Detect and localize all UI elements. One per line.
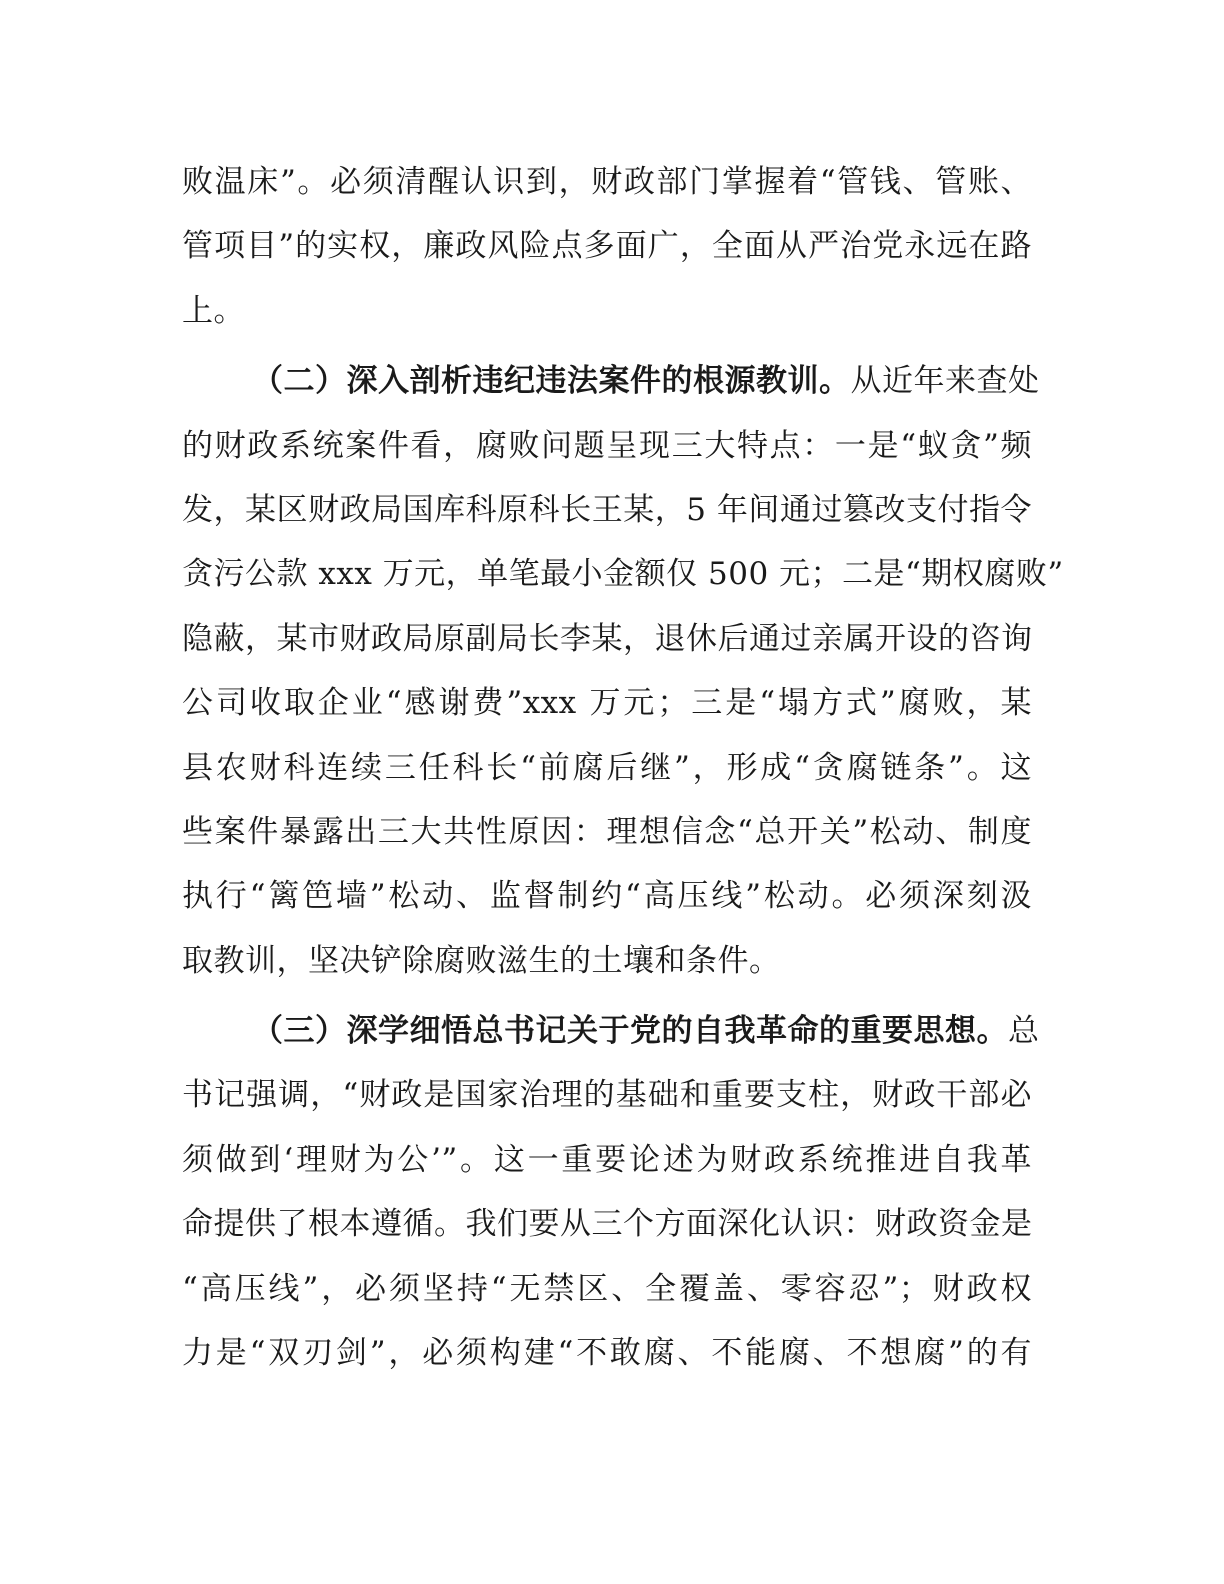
text-line: 须做到‘理财为公’”。这一重要论述为财政系统推进自我革 xyxy=(182,1141,1032,1178)
text-line: 上。 xyxy=(182,292,245,329)
document-page xyxy=(182,150,1064,1385)
paragraph-continuation xyxy=(182,150,1032,343)
text-line: 书记强调，“财政是国家治理的基础和重要支柱，财政干部必 xyxy=(182,1077,1032,1114)
text-line: 贪污公款 xxx 万元，单笔最小金额仅 500 元；二是“期权腐败” xyxy=(182,556,1064,593)
text-line: 县农财科连续三任科长“前腐后继”，形成“贪腐链条”。这 xyxy=(182,749,1032,786)
text-line: 取教训，坚决铲除腐败滋生的土壤和条件。 xyxy=(182,942,781,979)
text-run: 从近年来查处 xyxy=(850,363,1040,400)
section-heading: （二）深入剖析违纪违法案件的根源教训。 xyxy=(252,363,851,400)
section-heading: （三）深学细悟总书记关于党的自我革命的重要思想。 xyxy=(252,1013,1008,1050)
paragraph-section-3 xyxy=(182,999,1040,1385)
text-line: 隐蔽，某市财政局原副局长李某，退休后通过亲属开设的咨询 xyxy=(182,620,1033,657)
text-line: “高压线”，必须坚持“无禁区、全覆盖、零容忍”；财政权 xyxy=(182,1270,1032,1307)
section-heading-line xyxy=(182,999,1040,1063)
text-line: 公司收取企业“感谢费”xxx 万元；三是“塌方式”腐败，某 xyxy=(182,685,1032,722)
text-line: 力是“双刃剑”，必须构建“不敢腐、不能腐、不想腐”的有 xyxy=(182,1335,1032,1372)
text-line: 些案件暴露出三大共性原因：理想信念“总开关”松动、制度 xyxy=(182,813,1032,850)
text-line: 命提供了根本遵循。我们要从三个方面深化认识：财政资金是 xyxy=(182,1206,1033,1243)
text-line: 管项目”的实权，廉政风险点多面广，全面从严治党永远在路 xyxy=(182,228,1032,265)
text-line: 败温床”。必须清醒认识到，财政部门掌握着“管钱、管账、 xyxy=(182,164,1032,200)
text-line: 执行“篱笆墙”松动、监督制约“高压线”松动。必须深刻汲 xyxy=(182,878,1032,915)
text-line: 的财政系统案件看，腐败问题呈现三大特点：一是“蚁贪”频 xyxy=(182,427,1032,464)
section-heading-line xyxy=(182,349,1040,413)
paragraph-section-2 xyxy=(182,349,1064,993)
text-line: 发，某区财政局国库科原科长王某，5 年间通过篡改支付指令 xyxy=(182,491,1032,528)
text-run: 总 xyxy=(1008,1013,1040,1050)
